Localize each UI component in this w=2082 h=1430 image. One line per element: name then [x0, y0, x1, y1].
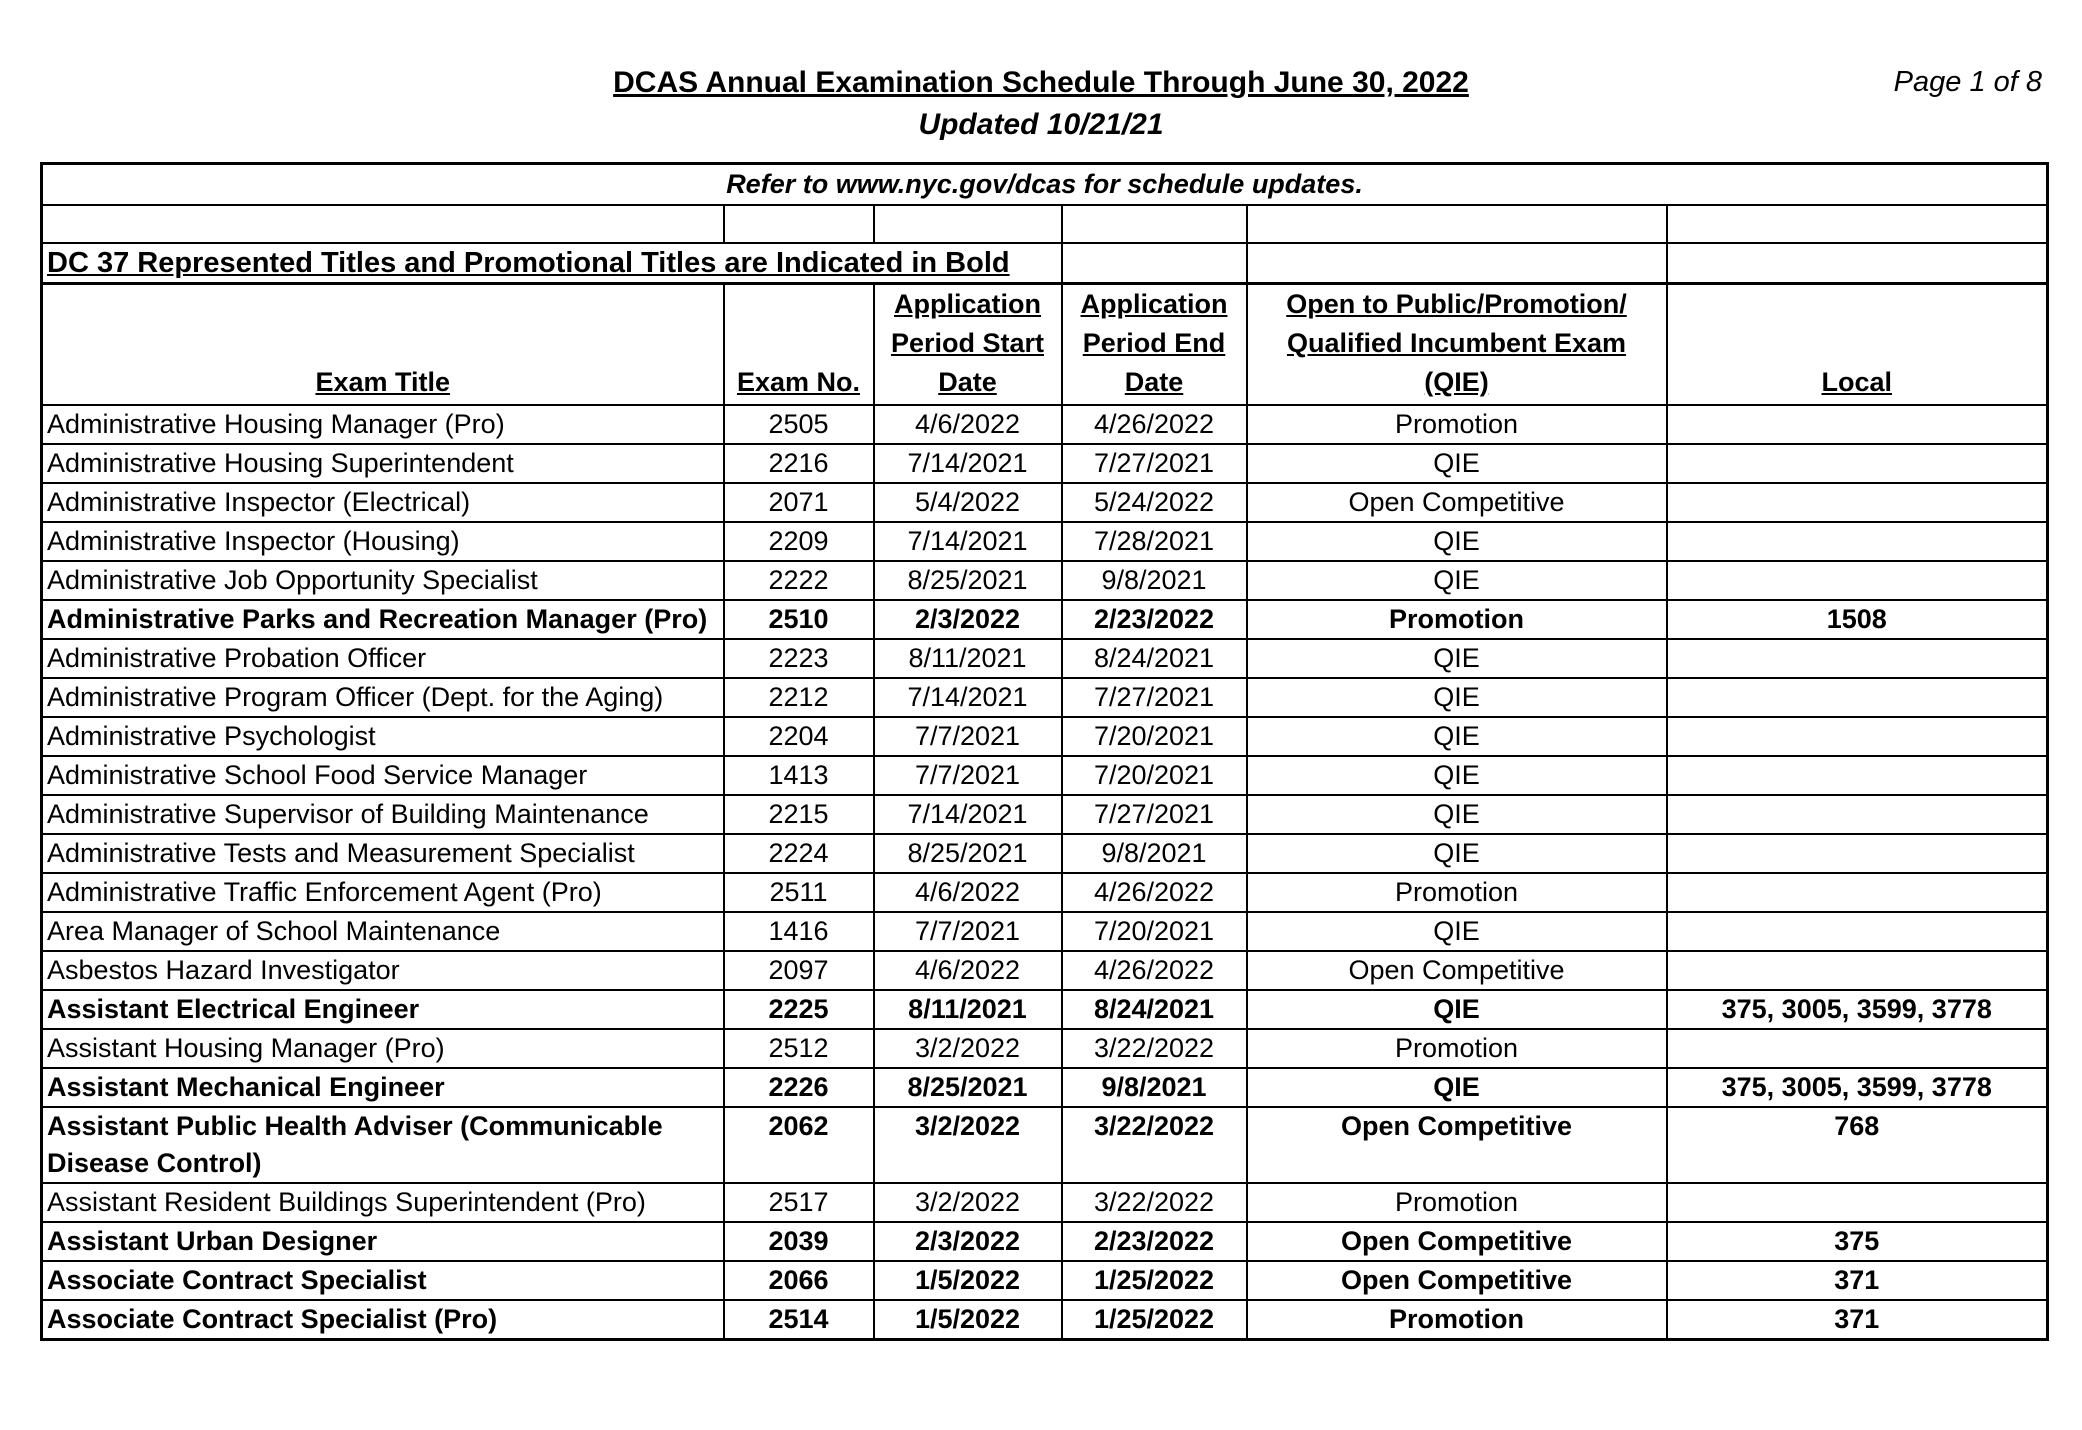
col-header-exam-title: Exam Title — [42, 284, 724, 406]
table-row — [42, 990, 2048, 1029]
local-cell: 1508 — [1667, 600, 2048, 639]
exam-no-cell: 2062 — [724, 1107, 874, 1183]
end-date-cell: 1/25/2022 — [1062, 1300, 1247, 1340]
updated-date: Updated 10/21/21 — [918, 108, 1164, 141]
exam-type-cell: QIE — [1247, 795, 1667, 834]
col-header-local: Local — [1667, 284, 2048, 406]
start-date-cell: 1/5/2022 — [874, 1300, 1062, 1340]
exam-title-cell: Assistant Urban Designer — [42, 1222, 724, 1261]
exam-type-cell: QIE — [1247, 912, 1667, 951]
exam-type-cell: QIE — [1247, 678, 1667, 717]
exam-type-cell: Open Competitive — [1247, 483, 1667, 522]
end-date-cell: 1/25/2022 — [1062, 1261, 1247, 1300]
exam-type-cell: QIE — [1247, 561, 1667, 600]
page-number: Page 1 of 8 — [1893, 66, 2042, 98]
end-date-cell: 3/22/2022 — [1062, 1183, 1247, 1222]
blank-cell — [1062, 205, 1247, 243]
end-date-cell: 7/27/2021 — [1062, 795, 1247, 834]
start-date-cell: 3/2/2022 — [874, 1107, 1062, 1183]
exam-title-cell: Assistant Resident Buildings Superintendent (Pro) — [42, 1183, 724, 1222]
exam-title-cell: Administrative Inspector (Housing) — [42, 522, 724, 561]
exam-title-cell: Administrative Housing Manager (Pro) — [42, 405, 724, 444]
exam-title-cell: Assistant Public Health Adviser (Communicable Disease Control) — [42, 1107, 724, 1183]
start-date-cell: 7/14/2021 — [874, 444, 1062, 483]
exam-type-cell: QIE — [1247, 717, 1667, 756]
document-title: DCAS Annual Examination Schedule Through June 30, 2022 — [613, 66, 1469, 99]
exam-type-cell: QIE — [1247, 522, 1667, 561]
exam-title-cell: Assistant Electrical Engineer — [42, 990, 724, 1029]
table-row — [42, 600, 2048, 639]
start-date-cell: 4/6/2022 — [874, 951, 1062, 990]
exam-no-cell: 2215 — [724, 795, 874, 834]
end-date-cell: 3/22/2022 — [1062, 1029, 1247, 1068]
local-cell: 375, 3005, 3599, 3778 — [1667, 990, 2048, 1029]
refer-note-row — [42, 164, 2048, 206]
table-row — [42, 639, 2048, 678]
exam-title-cell: Administrative Housing Superintendent — [42, 444, 724, 483]
exam-title-cell: Administrative Psychologist — [42, 717, 724, 756]
local-cell: 375, 3005, 3599, 3778 — [1667, 1068, 2048, 1107]
table-row — [42, 717, 2048, 756]
exam-no-cell: 2505 — [724, 405, 874, 444]
exam-no-cell: 2039 — [724, 1222, 874, 1261]
column-header-row — [42, 284, 2048, 406]
local-cell: 371 — [1667, 1261, 2048, 1300]
local-cell: 768 — [1667, 1107, 2048, 1183]
blank-cell — [874, 205, 1062, 243]
table-row — [42, 1183, 2048, 1222]
end-date-cell: 7/20/2021 — [1062, 912, 1247, 951]
start-date-cell: 7/7/2021 — [874, 756, 1062, 795]
table-row — [42, 756, 2048, 795]
end-date-cell: 4/26/2022 — [1062, 405, 1247, 444]
exam-no-cell: 2511 — [724, 873, 874, 912]
exam-type-cell: Promotion — [1247, 873, 1667, 912]
col-header-end-date: Application Period End Date — [1062, 284, 1247, 406]
local-cell — [1667, 1183, 2048, 1222]
exam-type-cell: QIE — [1247, 756, 1667, 795]
end-date-cell: 7/20/2021 — [1062, 756, 1247, 795]
exam-title-cell: Asbestos Hazard Investigator — [42, 951, 724, 990]
table-row — [42, 912, 2048, 951]
exam-no-cell: 2224 — [724, 834, 874, 873]
table-row — [42, 444, 2048, 483]
local-cell — [1667, 444, 2048, 483]
local-cell — [1667, 756, 2048, 795]
start-date-cell: 2/3/2022 — [874, 600, 1062, 639]
exam-type-cell: Promotion — [1247, 1029, 1667, 1068]
table-row — [42, 951, 2048, 990]
local-cell — [1667, 561, 2048, 600]
exam-type-cell: QIE — [1247, 1068, 1667, 1107]
local-cell — [1667, 639, 2048, 678]
exam-no-cell: 2226 — [724, 1068, 874, 1107]
exam-no-cell: 2510 — [724, 600, 874, 639]
local-cell: 371 — [1667, 1300, 2048, 1340]
exam-title-cell: Administrative Inspector (Electrical) — [42, 483, 724, 522]
bold-note-row — [42, 243, 2048, 284]
exam-title-cell: Administrative Probation Officer — [42, 639, 724, 678]
blank-cell — [1247, 205, 1667, 243]
exam-title-cell: Administrative Parks and Recreation Manager (Pro) — [42, 600, 724, 639]
end-date-cell: 2/23/2022 — [1062, 1222, 1247, 1261]
blank-cell — [1247, 243, 1667, 284]
local-cell — [1667, 834, 2048, 873]
end-date-cell: 9/8/2021 — [1062, 834, 1247, 873]
blank-cell — [1667, 205, 2048, 243]
start-date-cell: 2/3/2022 — [874, 1222, 1062, 1261]
table-row — [42, 1261, 2048, 1300]
blank-cell — [1062, 243, 1247, 284]
exam-title-cell: Administrative Tests and Measurement Specialist — [42, 834, 724, 873]
exam-title-cell: Administrative Job Opportunity Specialist — [42, 561, 724, 600]
exam-title-cell: Administrative Program Officer (Dept. for the Aging) — [42, 678, 724, 717]
blank-row — [42, 205, 2048, 243]
exam-no-cell: 2512 — [724, 1029, 874, 1068]
start-date-cell: 4/6/2022 — [874, 873, 1062, 912]
local-cell: 375 — [1667, 1222, 2048, 1261]
exam-no-cell: 2225 — [724, 990, 874, 1029]
end-date-cell: 9/8/2021 — [1062, 1068, 1247, 1107]
table-row — [42, 1068, 2048, 1107]
exam-no-cell: 2223 — [724, 639, 874, 678]
exam-type-cell: Promotion — [1247, 405, 1667, 444]
end-date-cell: 9/8/2021 — [1062, 561, 1247, 600]
end-date-cell: 7/20/2021 — [1062, 717, 1247, 756]
table-row — [42, 522, 2048, 561]
exam-type-cell: Open Competitive — [1247, 951, 1667, 990]
start-date-cell: 8/25/2021 — [874, 1068, 1062, 1107]
table-row — [42, 483, 2048, 522]
exam-type-cell: QIE — [1247, 639, 1667, 678]
local-cell — [1667, 717, 2048, 756]
end-date-cell: 8/24/2021 — [1062, 639, 1247, 678]
table-row — [42, 873, 2048, 912]
exam-type-cell: QIE — [1247, 444, 1667, 483]
table-row — [42, 795, 2048, 834]
start-date-cell: 7/7/2021 — [874, 717, 1062, 756]
exam-type-cell: QIE — [1247, 990, 1667, 1029]
local-cell — [1667, 405, 2048, 444]
exam-title-cell: Assistant Mechanical Engineer — [42, 1068, 724, 1107]
start-date-cell: 4/6/2022 — [874, 405, 1062, 444]
exam-title-cell: Administrative School Food Service Manager — [42, 756, 724, 795]
start-date-cell: 8/11/2021 — [874, 639, 1062, 678]
exam-schedule-table — [40, 162, 2049, 1341]
table-row — [42, 561, 2048, 600]
local-cell — [1667, 912, 2048, 951]
exam-title-cell: Administrative Supervisor of Building Maintenance — [42, 795, 724, 834]
start-date-cell: 3/2/2022 — [874, 1029, 1062, 1068]
exam-no-cell: 1416 — [724, 912, 874, 951]
local-cell — [1667, 873, 2048, 912]
col-header-start-date: Application Period Start Date — [874, 284, 1062, 406]
start-date-cell: 3/2/2022 — [874, 1183, 1062, 1222]
local-cell — [1667, 1029, 2048, 1068]
exam-type-cell: Promotion — [1247, 600, 1667, 639]
start-date-cell: 8/25/2021 — [874, 561, 1062, 600]
end-date-cell: 7/28/2021 — [1062, 522, 1247, 561]
start-date-cell: 1/5/2022 — [874, 1261, 1062, 1300]
table-row — [42, 1107, 2048, 1183]
exam-no-cell: 2216 — [724, 444, 874, 483]
exam-no-cell: 2517 — [724, 1183, 874, 1222]
start-date-cell: 5/4/2022 — [874, 483, 1062, 522]
exam-title-cell: Area Manager of School Maintenance — [42, 912, 724, 951]
start-date-cell: 7/14/2021 — [874, 678, 1062, 717]
exam-title-cell: Assistant Housing Manager (Pro) — [42, 1029, 724, 1068]
exam-no-cell: 2212 — [724, 678, 874, 717]
exam-no-cell: 2514 — [724, 1300, 874, 1340]
blank-cell — [724, 205, 874, 243]
end-date-cell: 4/26/2022 — [1062, 873, 1247, 912]
exam-type-cell: Promotion — [1247, 1300, 1667, 1340]
exam-no-cell: 2097 — [724, 951, 874, 990]
local-cell — [1667, 678, 2048, 717]
local-cell — [1667, 483, 2048, 522]
blank-cell — [1667, 243, 2048, 284]
end-date-cell: 7/27/2021 — [1062, 444, 1247, 483]
start-date-cell: 7/14/2021 — [874, 522, 1062, 561]
refer-note: Refer to www.nyc.gov/dcas for schedule updates. — [42, 164, 2048, 206]
exam-no-cell: 2071 — [724, 483, 874, 522]
exam-type-cell: Open Competitive — [1247, 1261, 1667, 1300]
start-date-cell: 7/14/2021 — [874, 795, 1062, 834]
col-header-exam-no: Exam No. — [724, 284, 874, 406]
exam-title-cell: Administrative Traffic Enforcement Agent (Pro) — [42, 873, 724, 912]
end-date-cell: 3/22/2022 — [1062, 1107, 1247, 1183]
table-row — [42, 405, 2048, 444]
exam-no-cell: 2066 — [724, 1261, 874, 1300]
end-date-cell: 5/24/2022 — [1062, 483, 1247, 522]
table-row — [42, 1029, 2048, 1068]
exam-no-cell: 2222 — [724, 561, 874, 600]
exam-no-cell: 1413 — [724, 756, 874, 795]
table-row — [42, 1300, 2048, 1340]
exam-type-cell: Promotion — [1247, 1183, 1667, 1222]
blank-cell — [42, 205, 724, 243]
exam-title-cell: Associate Contract Specialist — [42, 1261, 724, 1300]
col-header-exam-type: Open to Public/Promotion/ Qualified Incumbent Exam (QIE) — [1247, 284, 1667, 406]
local-cell — [1667, 951, 2048, 990]
end-date-cell: 2/23/2022 — [1062, 600, 1247, 639]
local-cell — [1667, 522, 2048, 561]
end-date-cell: 7/27/2021 — [1062, 678, 1247, 717]
table-row — [42, 1222, 2048, 1261]
table-row — [42, 678, 2048, 717]
exam-no-cell: 2209 — [724, 522, 874, 561]
end-date-cell: 8/24/2021 — [1062, 990, 1247, 1029]
exam-type-cell: Open Competitive — [1247, 1222, 1667, 1261]
start-date-cell: 8/11/2021 — [874, 990, 1062, 1029]
table-row — [42, 834, 2048, 873]
bold-note: DC 37 Represented Titles and Promotional Titles are Indicated in Bold — [42, 243, 1062, 284]
exam-type-cell: QIE — [1247, 834, 1667, 873]
exam-type-cell: Open Competitive — [1247, 1107, 1667, 1183]
end-date-cell: 4/26/2022 — [1062, 951, 1247, 990]
local-cell — [1667, 795, 2048, 834]
exam-no-cell: 2204 — [724, 717, 874, 756]
start-date-cell: 8/25/2021 — [874, 834, 1062, 873]
exam-title-cell: Associate Contract Specialist (Pro) — [42, 1300, 724, 1340]
start-date-cell: 7/7/2021 — [874, 912, 1062, 951]
